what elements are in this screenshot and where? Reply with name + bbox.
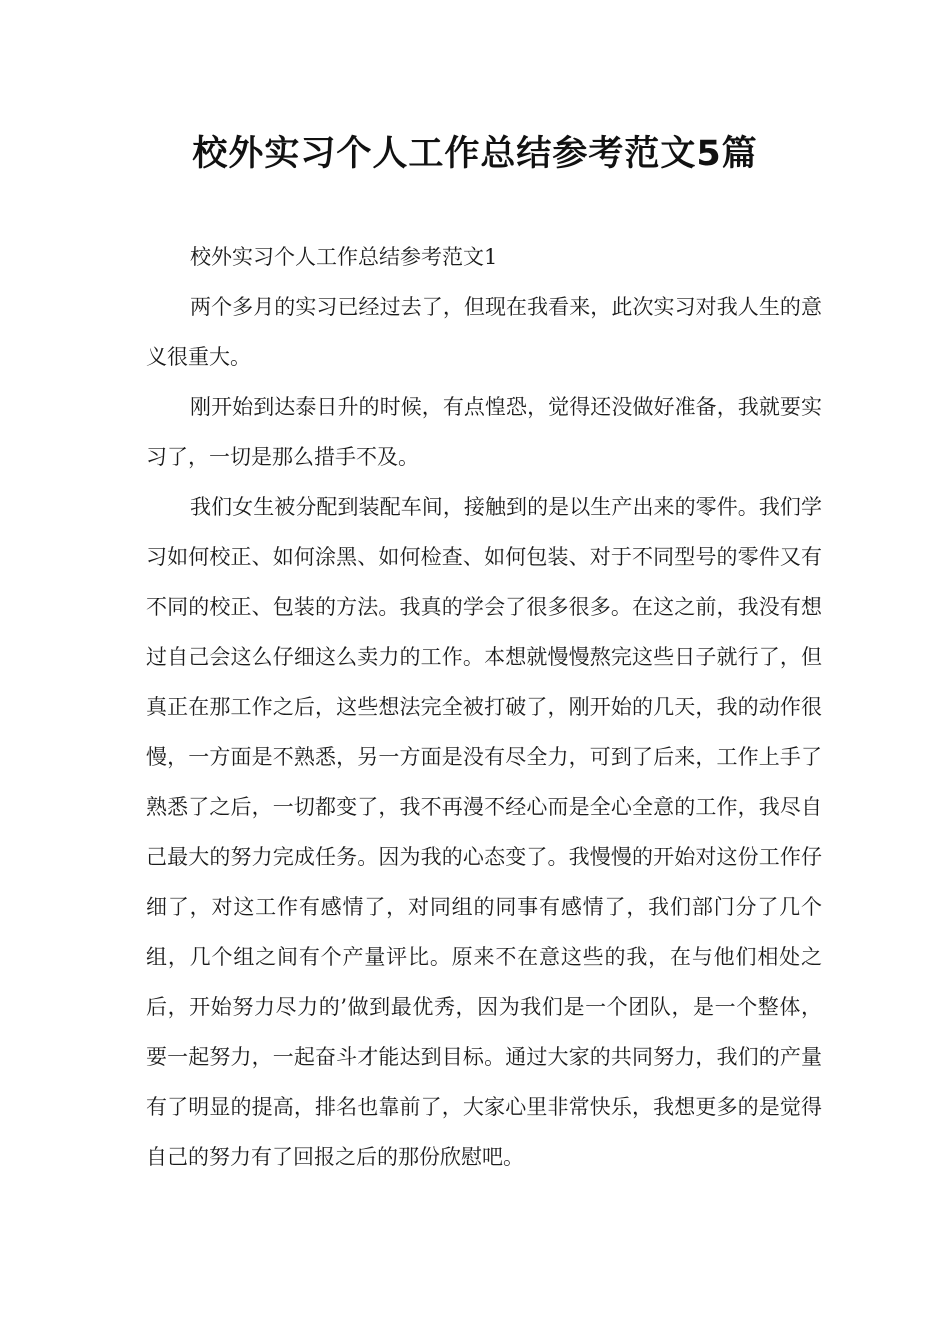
paragraph: 刚开始到达泰日升的时候，有点惶恐，觉得还没做好准备，我就要实习了，一切是那么措手不及。 bbox=[146, 395, 822, 469]
document-title: 校外实习个人工作总结参考范文5篇 bbox=[192, 134, 758, 174]
section-heading: 校外实习个人工作总结参考范文1 bbox=[190, 245, 498, 269]
paragraph: 两个多月的实习已经过去了，但现在我看来，此次实习对我人生的意义很重大。 bbox=[146, 295, 822, 369]
paragraph: 我们女生被分配到装配车间，接触到的是以生产出来的零件。我们学习如何校正、如何涂黑、如何检查、如何包装、对于不同型号的零件又有不同的校正、包装的方法。我真的学会了很多很多。在这之前，我没有想过自己会这么仔细这么卖力的工作。本想就慢慢熬完这些日子就行了，但真正在那工作之后，这些想法完全被打破了，刚开始的几天，我的动作很慢，一方面是不熟悉，另一方面是没有尽全力，可到了后来，工作上手了熟悉了之后，一切都变了，我不再漫不经心而是全心全意的工作，我尽自己最大的努力完成任务。因为我的心态变了。我慢慢的开始对这份工作仔细了，对这工作有感情了，对同组的同事有感情了，我们部门分了几个组，几个组之间有个产量评比。原来不在意这些的我，在与他们相处之后，开始努力尽力的’做到最优秀，因为我们是一个团队，是一个整体，要一起努力，一起奋斗才能达到目标。通过大家的共同努力，我们的产量有了明显的提高，排名也靠前了，大家心里非常快乐，我想更多的是觉得自己的努力有了回报之后的那份欣慰吧。 bbox=[146, 495, 822, 1169]
document-body bbox=[146, 232, 822, 1182]
